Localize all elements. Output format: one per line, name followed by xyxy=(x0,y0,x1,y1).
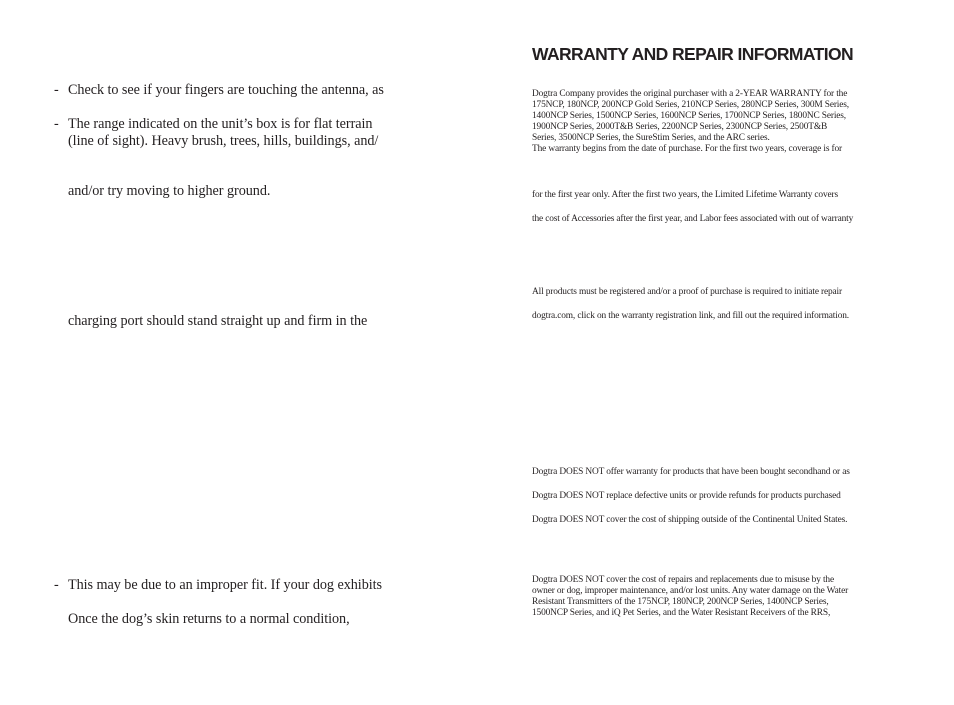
paragraph-line: Dogtra DOES NOT offer warranty for products that have been bought secondhand or as xyxy=(532,467,850,477)
warranty-paragraph-first-year xyxy=(532,190,904,201)
paragraph-line: for the first year only. After the first two years, the Limited Lifetime Warranty covers xyxy=(532,190,838,200)
warranty-exclusion-refunds xyxy=(532,491,904,502)
paragraph-line: The warranty begins from the date of purchase. For the first two years, coverage is for xyxy=(532,144,843,154)
paragraph-line: 175NCP, 180NCP, 200NCP Gold Series, 210NCP Series, 280NCP Series, 300M Series, xyxy=(532,100,849,110)
paragraph-line: 1500NCP Series, and iQ Pet Series, and the Water Resistant Receivers of the RRS, xyxy=(532,608,831,618)
warranty-paragraph-accessories xyxy=(532,214,904,225)
item-text-line: Once the dog’s skin returns to a normal condition, xyxy=(68,611,350,627)
paragraph-line: 1900NCP Series, 2000T&B Series, 2200NCP Series, 2300NCP Series, 2500T&B xyxy=(532,122,828,132)
paragraph-line: Dogtra DOES NOT cover the cost of shipping outside of the Continental United States. xyxy=(532,515,848,525)
warranty-exclusion-misuse xyxy=(532,575,904,619)
warranty-exclusion-shipping xyxy=(532,515,904,526)
paragraph-line: 1400NCP Series, 1500NCP Series, 1600NCP Series, 1700NCP Series, 1800NC Series, xyxy=(532,111,846,121)
bullet-dash: - xyxy=(54,577,59,593)
item-text-line: This may be due to an improper fit. If your dog exhibits xyxy=(68,577,382,593)
warranty-paragraph-website xyxy=(532,311,904,322)
warranty-paragraph-registration xyxy=(532,287,904,298)
paragraph-line: the cost of Accessories after the first year, and Labor fees associated with out of warranty xyxy=(532,214,854,224)
item-text-line: (line of sight). Heavy brush, trees, hills, buildings, and/ xyxy=(68,133,379,149)
paragraph-line: owner or dog, improper maintenance, and/or lost units. Any water damage on the Water xyxy=(532,586,849,596)
paragraph-line: Dogtra DOES NOT replace defective units or provide refunds for products purchased xyxy=(532,491,841,501)
item-text-line: The range indicated on the unit’s box is for flat terrain xyxy=(68,116,373,132)
paragraph-line: All products must be registered and/or a proof of purchase is required to initiate repair xyxy=(532,287,842,297)
paragraph-line: dogtra.com, click on the warranty registration link, and fill out the required information. xyxy=(532,311,849,321)
paragraph-line: Resistant Transmitters of the 175NCP, 180NCP, 200NCP Series, 1400NCP Series, xyxy=(532,597,829,607)
item-text-line: and/or try moving to higher ground. xyxy=(68,183,271,199)
item-text-line: charging port should stand straight up and firm in the xyxy=(68,313,368,329)
paragraph-line: Dogtra Company provides the original purchaser with a 2-YEAR WARRANTY for the xyxy=(532,89,848,99)
warranty-exclusion-secondhand xyxy=(532,467,904,478)
warranty-heading: WARRANTY AND REPAIR INFORMATION xyxy=(532,44,854,64)
warranty-paragraph-coverage xyxy=(532,89,904,155)
bullet-dash: - xyxy=(54,116,59,132)
bullet-dash: - xyxy=(54,82,59,98)
item-text-line: Check to see if your fingers are touching the antenna, as xyxy=(68,82,384,98)
paragraph-line: Series, 3500NCP Series, the SureStim Series, and the ARC series. xyxy=(532,133,770,143)
paragraph-line: Dogtra DOES NOT cover the cost of repairs and replacements due to misuse by the xyxy=(532,575,834,585)
